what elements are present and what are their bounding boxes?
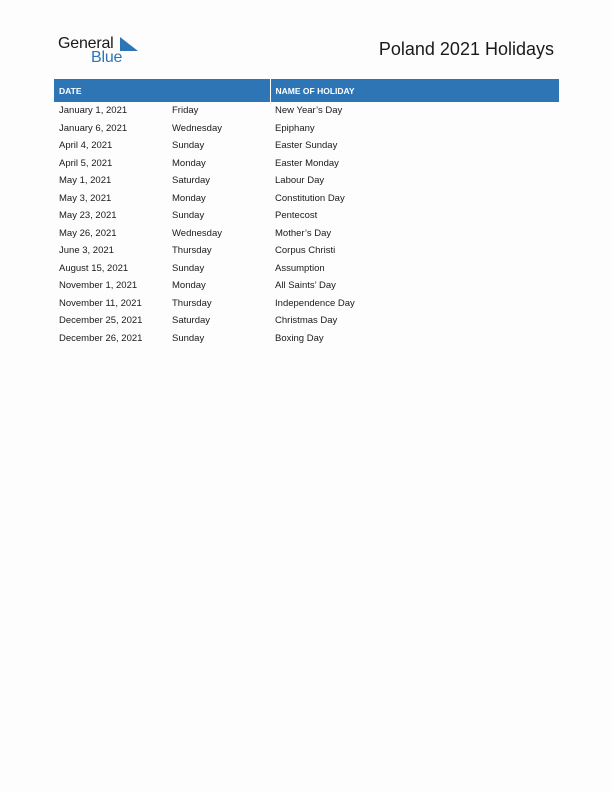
logo-word-general: General xyxy=(58,35,114,52)
weekday-cell: Sunday xyxy=(172,210,205,222)
column-header-date: DATE xyxy=(54,79,270,102)
table-row xyxy=(54,242,559,260)
table-header-row xyxy=(54,79,559,102)
weekday-cell: Sunday xyxy=(172,332,205,344)
table-row xyxy=(54,277,559,295)
holiday-date-cell: November 11, 2021 xyxy=(59,297,142,309)
holiday-name-cell: Mother’s Day xyxy=(275,227,332,239)
weekday-cell: Thursday xyxy=(172,245,212,257)
holiday-date-cell: May 3, 2021 xyxy=(59,192,112,204)
holiday-name-cell: Easter Monday xyxy=(275,157,339,169)
holiday-date-cell: January 1, 2021 xyxy=(59,105,128,117)
table-row xyxy=(54,330,559,348)
weekday-cell: Sunday xyxy=(172,140,205,152)
holiday-table xyxy=(54,79,559,347)
table-body xyxy=(54,102,559,347)
holiday-date-cell: November 1, 2021 xyxy=(59,280,138,292)
holiday-name-cell: Constitution Day xyxy=(275,192,345,204)
holiday-date-cell: April 4, 2021 xyxy=(59,140,113,152)
weekday-cell: Sunday xyxy=(172,262,205,274)
weekday-cell: Wednesday xyxy=(172,227,222,239)
weekday-cell: Monday xyxy=(172,157,206,169)
holiday-date-cell: August 15, 2021 xyxy=(59,262,129,274)
holiday-date-cell: January 6, 2021 xyxy=(59,122,128,134)
holiday-name-cell: Pentecost xyxy=(275,210,318,222)
holiday-date-cell: April 5, 2021 xyxy=(59,157,113,169)
holiday-date-cell: December 25, 2021 xyxy=(59,315,143,327)
column-header-name: NAME OF HOLIDAY xyxy=(270,79,559,102)
holiday-name-cell: Independence Day xyxy=(275,297,355,309)
holiday-name-cell: Christmas Day xyxy=(275,315,338,327)
holiday-date-cell: June 3, 2021 xyxy=(59,245,114,257)
holiday-name-cell: Assumption xyxy=(275,262,325,274)
table-row xyxy=(54,260,559,278)
logo-word-blue: Blue xyxy=(91,49,123,66)
weekday-cell: Thursday xyxy=(172,297,212,309)
weekday-cell: Monday xyxy=(172,192,206,204)
table-row xyxy=(54,155,559,173)
weekday-cell: Saturday xyxy=(172,315,211,327)
holiday-name-cell: Corpus Christi xyxy=(275,245,336,257)
holiday-date-cell: May 1, 2021 xyxy=(59,175,112,187)
table-row xyxy=(54,102,559,120)
weekday-cell: Saturday xyxy=(172,175,211,187)
table-row xyxy=(54,137,559,155)
table-row xyxy=(54,207,559,225)
holiday-name-cell: Labour Day xyxy=(275,175,325,187)
holiday-name-cell: Boxing Day xyxy=(275,332,324,344)
holiday-name-cell: All Saints’ Day xyxy=(275,280,336,292)
table-row xyxy=(54,120,559,138)
holiday-date-cell: December 26, 2021 xyxy=(59,332,143,344)
table-row xyxy=(54,172,559,190)
weekday-cell: Monday xyxy=(172,280,206,292)
generalblue-logo xyxy=(58,34,148,68)
table-row xyxy=(54,312,559,330)
holiday-name-cell: Epiphany xyxy=(275,122,315,134)
table-row xyxy=(54,225,559,243)
holiday-date-cell: May 23, 2021 xyxy=(59,210,117,222)
weekday-cell: Friday xyxy=(172,105,199,117)
holiday-name-cell: New Year’s Day xyxy=(275,105,343,117)
holiday-name-cell: Easter Sunday xyxy=(275,140,338,152)
weekday-cell: Wednesday xyxy=(172,122,222,134)
table-row xyxy=(54,190,559,208)
page-title: Poland 2021 Holidays xyxy=(378,39,554,59)
holiday-date-cell: May 26, 2021 xyxy=(59,227,117,239)
logo-triangle-icon xyxy=(120,37,138,51)
table-row xyxy=(54,295,559,313)
